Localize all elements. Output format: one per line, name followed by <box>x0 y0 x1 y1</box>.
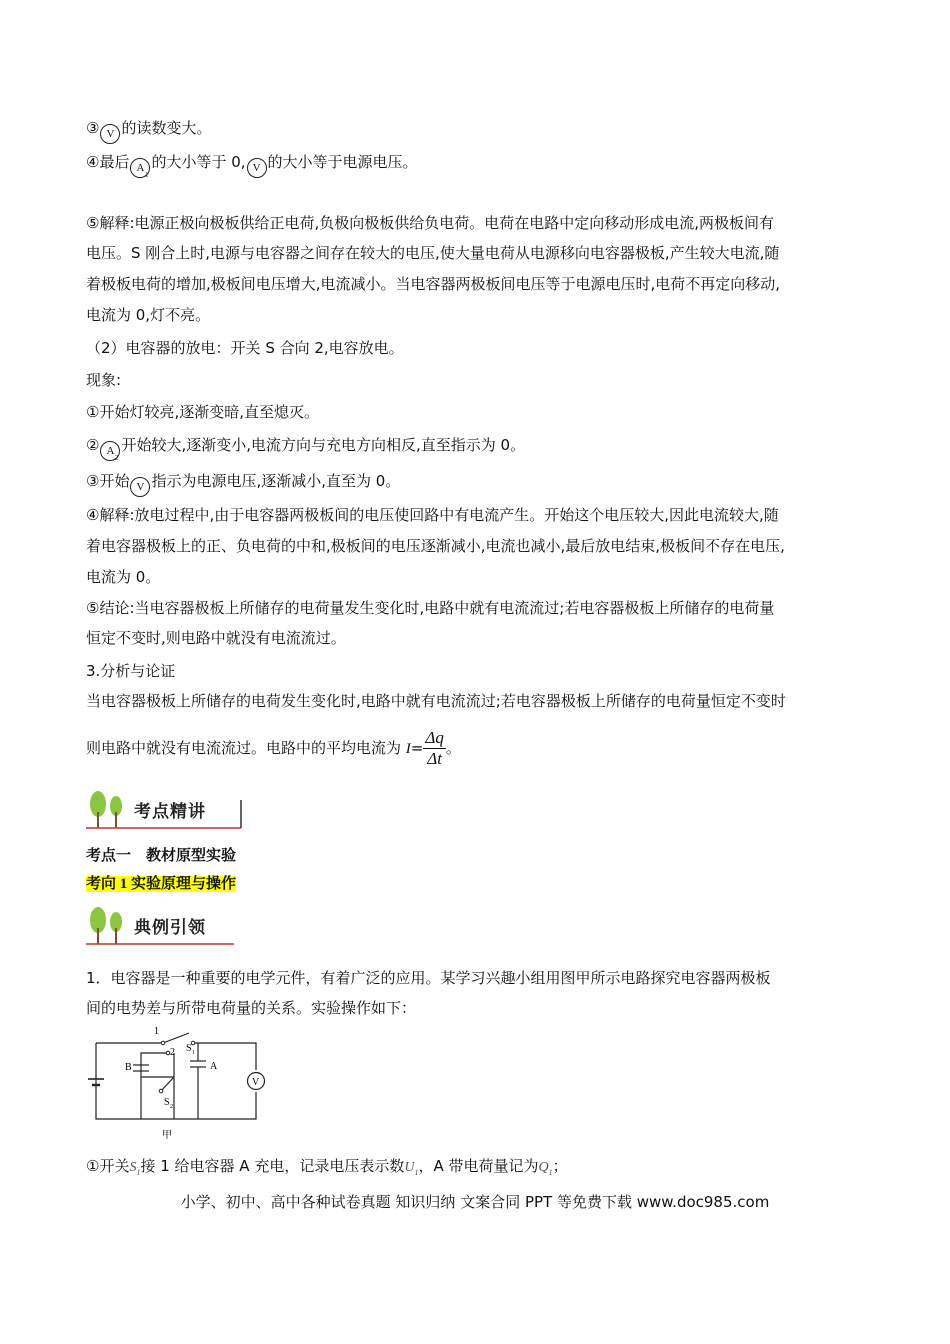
equals-sign: = <box>410 739 424 757</box>
label-2: 2 <box>170 1047 175 1058</box>
line-ammeter-discharge <box>86 434 525 461</box>
paragraph-line: ⑤结论:当电容器极板上所储存的电荷量发生变化时,电路中就有电流流过;若电容器极板上所储存的电荷量 <box>86 599 775 617</box>
subscript: 1 <box>136 1168 141 1177</box>
paragraph-line: 着电容器极板上的正、负电荷的中和,极板间的电压逐渐减小,电流也减小,最后放电结束,极板间不存在电压, <box>86 537 785 555</box>
text: ③开始 <box>86 472 130 490</box>
badge-exam-points <box>86 788 256 832</box>
question-line: 间的电势差与所带电荷量的关系。实验操作如下： <box>86 999 417 1017</box>
text: 接 1 给电容器 A 充电，记录电压表示数 <box>140 1157 405 1175</box>
paragraph-line: 现象: <box>86 371 122 389</box>
line-final-readings <box>86 151 418 178</box>
label-s1: S <box>186 1043 192 1054</box>
text: 则电路中就没有电流流过。电路中的平均电流为 <box>86 739 406 757</box>
text: 的大小等于电源电压。 <box>267 153 418 171</box>
voltmeter-icon: V <box>130 477 150 497</box>
footer-banner: 小学、初中、高中各种试卷真题 知识归纳 文案合同 PPT 等免费下载 www.doc985.com <box>180 1193 770 1211</box>
label-1: 1 <box>154 1026 159 1037</box>
text: ，A 带电荷量记为 <box>418 1157 539 1175</box>
topic-subtitle <box>86 872 236 895</box>
voltmeter-icon: V <box>100 124 120 144</box>
highlighted-subtitle: 考向 1 实验原理与操作 <box>86 876 237 892</box>
paragraph-line: （2）电容器的放电：开关 S 合向 2,电容放电。 <box>86 339 404 357</box>
paragraph-line: ⑤解释:电源正极向极板供给正电荷,负极向极板供给负电荷。电荷在电路中定向移动形成电流,两极板间有 <box>86 214 775 232</box>
text: 开始较大,逐渐变小,电流方向与充电方向相反,直至指示为 0。 <box>121 436 526 454</box>
line-voltmeter-discharge <box>86 470 400 497</box>
charge-symbol: Q <box>538 1160 549 1175</box>
paragraph-line: ①开始灯较亮,逐渐变暗,直至熄灭。 <box>86 403 319 421</box>
text: 的大小等于 0, <box>151 153 246 171</box>
paragraph-line: 电流为 0,灯不亮。 <box>86 306 211 324</box>
fraction-dq-dt <box>423 728 445 769</box>
figure-caption: 甲 <box>162 1130 172 1141</box>
ammeter-a1-icon: A 1 <box>130 158 150 178</box>
badge-title: 典例引领 <box>134 918 206 938</box>
label-b: B <box>125 1062 132 1073</box>
ammeter-a2-icon: A 2 <box>100 441 120 461</box>
text: 指示为电源电压,逐渐减小,直至为 0。 <box>151 472 401 490</box>
fraction-numerator: Δq <box>425 728 444 747</box>
subscript: 1 <box>414 1168 419 1177</box>
circuit-diagram <box>86 1025 271 1143</box>
paragraph-line: 电流为 0。 <box>86 568 161 586</box>
paragraph-line: 着极板电荷的增加,极板间电压增大,电流减小。当电容器两极板间电压等于电源电压时,电荷不再定向移动, <box>86 275 781 293</box>
badge-typical-example <box>86 904 246 948</box>
section-heading: 3.分析与论证 <box>86 662 176 680</box>
text: ④最后 <box>86 153 130 171</box>
text: ； <box>552 1157 568 1175</box>
label-v: V <box>252 1077 260 1088</box>
circled-number: ③ <box>86 119 100 137</box>
label-s2: S <box>164 1097 170 1108</box>
paragraph-line: ④解释:放电过程中,由于电容器两极板间的电压使回路中有电流产生。开始这个电压较大,因此电流较大,随 <box>86 506 779 524</box>
label-s1-sub: 1 <box>192 1050 195 1056</box>
circled-number: ② <box>86 436 100 454</box>
line-average-current <box>86 727 461 770</box>
topic-title: 考点一 教材原型实验 <box>86 846 237 864</box>
switch-symbol: S <box>129 1160 137 1175</box>
paragraph-line: 电压。S 刚合上时,电源与电容器之间存在较大的电压,使大量电荷从电源移向电容器极板,产生较大电流,随 <box>86 244 780 262</box>
current-symbol: I <box>405 741 411 757</box>
subscript: 1 <box>548 1168 553 1177</box>
text: ①开关 <box>86 1157 130 1175</box>
fraction-denominator: Δt <box>427 749 442 768</box>
label-a: A <box>210 1061 218 1072</box>
line-voltmeter-increase <box>86 117 211 144</box>
question-line: 1．电容器是一种重要的电学元件，有着广泛的应用。某学习兴趣小组用图甲所示电路探究电容器两极板 <box>86 969 771 987</box>
text: 的读数变大。 <box>121 119 212 137</box>
paragraph-line: 恒定不变时,则电路中就没有电流流过。 <box>86 629 346 647</box>
text: 。 <box>445 739 461 757</box>
step-1 <box>86 1155 568 1184</box>
paragraph-line: 当电容器极板上所储存的电荷发生变化时,电路中就有电流流过;若电容器极板上所储存的电荷量恒定不变时 <box>86 692 786 710</box>
label-s2-sub: 2 <box>170 1104 173 1110</box>
badge-title: 考点精讲 <box>134 802 206 822</box>
voltmeter-icon: V <box>247 158 267 178</box>
voltage-symbol: U <box>404 1160 415 1175</box>
